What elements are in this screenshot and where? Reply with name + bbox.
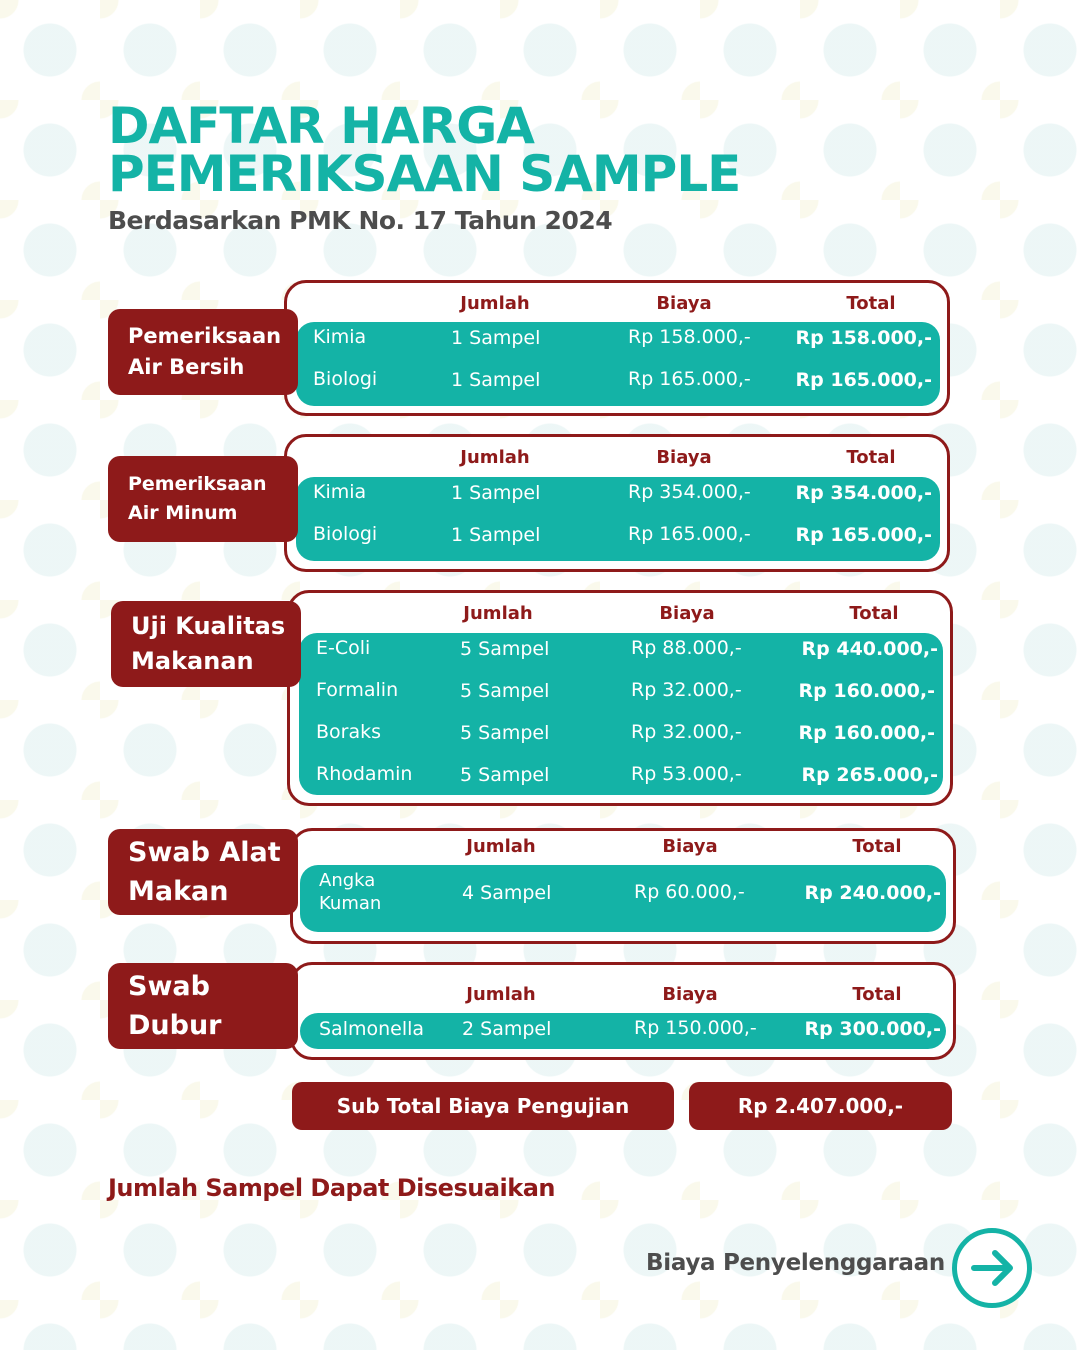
item-biaya: Rp 88.000,- [631,637,742,659]
item-name: Kimia [313,326,367,348]
page-subtitle: Berdasarkan PMK No. 17 Tahun 2024 [108,206,613,235]
item-biaya: Rp 60.000,- [634,881,745,903]
item-total: Rp 265.000,- [801,764,938,786]
item-jumlah: 5 Sampel [460,638,550,660]
item-name: Rhodamin [316,763,413,785]
item-name: E-Coli [316,637,371,659]
item-jumlah: 2 Sampel [462,1018,552,1040]
item-name: Biologi [313,523,378,545]
header-jumlah: Jumlah [466,984,536,1005]
subtotal-label: Sub Total Biaya Pengujian [292,1082,674,1130]
title-line-2: PEMERIKSAAN SAMPLE [108,145,741,203]
header-total: Total [852,836,902,857]
item-biaya: Rp 32.000,- [631,679,742,701]
item-total: Rp 240.000,- [804,882,941,904]
item-biaya: Rp 158.000,- [628,326,751,348]
item-name: Angka Kuman [319,870,382,914]
arrow-right-circle-icon [957,1233,1027,1303]
item-biaya: Rp 354.000,- [628,481,751,503]
header-total: Total [846,447,896,468]
page-title [108,97,741,203]
header-biaya: Biaya [662,836,718,857]
header-jumlah: Jumlah [463,603,533,624]
header-total: Total [852,984,902,1005]
header-biaya: Biaya [656,293,712,314]
item-total: Rp 158.000,- [795,327,932,349]
header-total: Total [849,603,899,624]
item-biaya: Rp 165.000,- [628,368,751,390]
header-jumlah: Jumlah [466,836,536,857]
item-total: Rp 160.000,- [798,722,935,744]
item-name: Formalin [316,679,399,701]
item-jumlah: 1 Sampel [451,482,541,504]
item-name: Biologi [313,368,378,390]
section-label: Pemeriksaan Air Bersih [108,309,298,395]
item-total: Rp 354.000,- [795,482,932,504]
section-label: Uji Kualitas Makanan [111,601,301,687]
adjustable-note: Jumlah Sampel Dapat Disesuaikan [108,1174,555,1202]
section-label: Swab Dubur [108,963,298,1049]
section-label: Pemeriksaan Air Minum [108,456,298,542]
item-total: Rp 440.000,- [801,638,938,660]
header-jumlah: Jumlah [460,293,530,314]
title-line-1: DAFTAR HARGA [108,97,534,155]
next-page-button[interactable] [952,1228,1032,1308]
item-name: Salmonella [319,1018,425,1040]
item-total: Rp 300.000,- [804,1018,941,1040]
item-biaya: Rp 53.000,- [631,763,742,785]
item-jumlah: 1 Sampel [451,524,541,546]
section-label: Swab Alat Makan [108,829,298,915]
item-jumlah: 5 Sampel [460,680,550,702]
item-name: Boraks [316,721,382,743]
item-name: Kimia [313,481,367,503]
item-total: Rp 165.000,- [795,369,932,391]
header-jumlah: Jumlah [460,447,530,468]
header-biaya: Biaya [662,984,718,1005]
subtotal-value: Rp 2.407.000,- [689,1082,952,1130]
item-jumlah: 5 Sampel [460,722,550,744]
next-page-label[interactable]: Biaya Penyelenggaraan [646,1250,945,1276]
header-total: Total [846,293,896,314]
item-total: Rp 160.000,- [798,680,935,702]
header-biaya: Biaya [656,447,712,468]
item-biaya: Rp 165.000,- [628,523,751,545]
item-jumlah: 1 Sampel [451,369,541,391]
item-total: Rp 165.000,- [795,524,932,546]
item-jumlah: 1 Sampel [451,327,541,349]
item-biaya: Rp 32.000,- [631,721,742,743]
item-jumlah: 5 Sampel [460,764,550,786]
header-biaya: Biaya [659,603,715,624]
item-biaya: Rp 150.000,- [634,1017,757,1039]
item-jumlah: 4 Sampel [462,882,552,904]
